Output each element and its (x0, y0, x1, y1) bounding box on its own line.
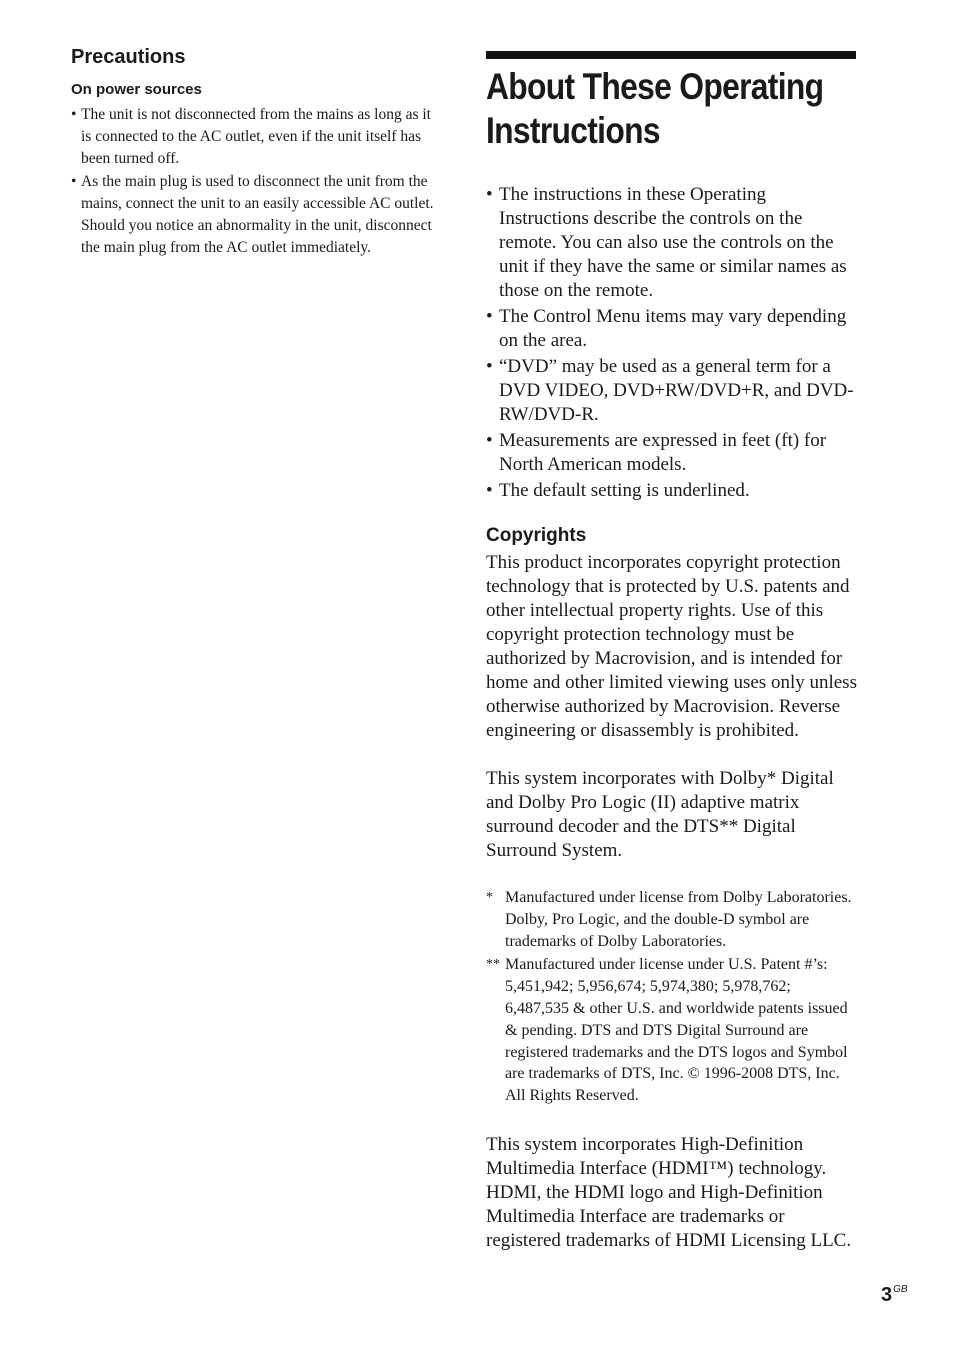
bullet-icon: • (71, 173, 77, 191)
about-section (486, 51, 858, 1277)
footnote-mark: * (486, 890, 493, 905)
copyrights-heading: Copyrights (486, 525, 587, 546)
list-item (486, 183, 858, 303)
bullet-icon: • (486, 480, 493, 501)
list-item-text: Measurements are expressed in feet (ft) for North American models. (499, 430, 827, 475)
list-item (71, 171, 441, 258)
list-item-text: As the main plug is used to disconnect the unit from the mains, connect the unit to an easily accessible AC outlet. Should you notice an abnormality in the unit, disconnect the main plug from the AC outlet immediately. (81, 173, 434, 256)
footnote-text: Manufactured under license under U.S. Patent #’s: 5,451,942; 5,956,674; 5,974,380; 5,978,762; 6,487,535 & other U.S. and worldwide patents issued & pending. DTS and DTS Digital Surround are registered trademarks and the DTS logos and Symbol are trademarks of DTS, Inc. © 1996-2008 DTS, Inc. All Rights Reserved. (505, 956, 848, 1105)
footnote-text: Dolby, Pro Logic, and the double-D symbol are trademarks of Dolby Laboratories. (505, 910, 810, 950)
page-number (881, 1284, 908, 1307)
bullet-icon: • (71, 106, 77, 123)
bullet-icon: • (486, 356, 493, 377)
title-rule (486, 51, 856, 59)
list-item-text: The Control Menu items may vary depending on the area. (499, 306, 847, 351)
precautions-section (71, 44, 441, 261)
bullet-icon: • (486, 306, 493, 327)
footnote-dts (486, 954, 858, 1107)
list-item-text: The instructions in these Operating Instructions describe the controls on the remote. You can also use the controls on the unit if they have the same or similar names as those on the remote. (499, 184, 847, 301)
about-list (486, 183, 858, 503)
list-item (486, 305, 858, 353)
copyright-paragraph: This product incorporates copyright protection technology that is protected by U.S. patents and other intellectual property rights. Use of this copyright protection technology must be authorized by Macrovision, and is intended for home and other limited viewing uses only unless otherwise authorized by Macrovision. Reverse engineering or disassembly is prohibited. (486, 552, 857, 741)
footnote-dolby (486, 887, 858, 952)
list-item-text: The unit is not disconnected from the mains as long as it is connected to the AC outlet, even if the unit itself has been turned off. (81, 106, 431, 167)
list-item-text: The default setting is underlined. (499, 480, 750, 501)
footnote-text: Manufactured under license from Dolby Laboratories. (505, 889, 852, 906)
precautions-list (71, 104, 441, 259)
bullet-icon: • (486, 184, 493, 205)
hdmi-paragraph: This system incorporates High-Definition Multimedia Interface (HDMI™) technology. HDMI, the HDMI logo and High-Definition Multimedia Interface are trademarks or registered trademarks of HDMI Licensing LLC. (486, 1133, 852, 1251)
list-item (71, 104, 441, 169)
bullet-icon: • (486, 430, 493, 451)
title-line-1: About These Operating (486, 66, 824, 107)
footnote-mark: ** (486, 957, 500, 973)
list-item (486, 355, 858, 427)
footnotes (486, 887, 858, 1107)
list-item-text: “DVD” may be used as a general term for a DVD VIDEO, DVD+RW/DVD+R, and DVD-RW/DVD-R. (499, 356, 854, 425)
dolby-paragraph: This system incorporates with Dolby* Digital and Dolby Pro Logic (II) adaptive matrix surround decoder and the DTS** Digital Surround System. (486, 768, 834, 861)
page-title (486, 65, 856, 153)
list-item (486, 429, 858, 477)
page-number-value: 3 (881, 1284, 893, 1306)
title-line-2: Instructions (486, 110, 660, 151)
power-sources-subheading: On power sources (71, 81, 202, 98)
list-item (486, 479, 858, 503)
precautions-heading: Precautions (71, 46, 186, 68)
page-number-suffix: GB (893, 1284, 908, 1295)
